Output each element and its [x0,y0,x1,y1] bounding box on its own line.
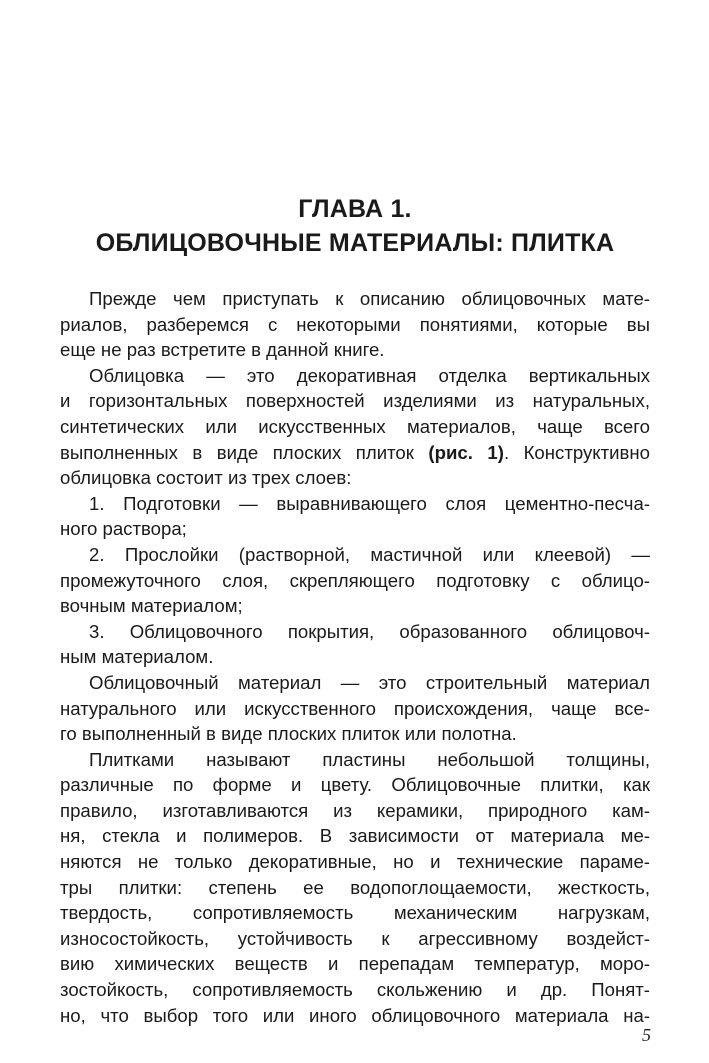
list-item-line: 1. Подготовки — выравнивающего слоя цементно-песча- [89,492,650,514]
chapter-title: ОБЛИЦОВОЧНЫЕ МАТЕРИАЛЫ: ПЛИТКА [95,229,615,257]
text-line: го выполненный в виде плоских плиток или полотна. [60,723,517,745]
list-item-line: 3. Облицовочного покрытия, образованного облицовоч- [89,620,650,642]
text-line: натурального или искусственного происхождения, чаще все- [60,697,650,719]
text-line: вию химических веществ и перепадам температур, моро- [60,953,650,975]
text-line: правило, изготавливаются из керамики, природного кам- [60,799,650,821]
list-item-line: промежуточного слоя, скрепляющего подготовку с облицо- [60,569,650,591]
text-line: риалов, разберемся с некоторыми понятиями, которые вы [60,313,650,335]
text-line: синтетических или искусственных материалов, чаще всего [60,415,650,437]
text-line: и горизонтальных поверхностей изделиями из натуральных, [60,390,650,412]
list-item-line: 2. Прослойки (растворной, мастичной или клеевой) — [89,543,650,565]
text-line: ня, стекла и полимеров. В зависимости от материала ме- [60,825,650,847]
chapter-heading [60,192,650,260]
text-line: твердость, сопротивляемость механическим нагрузкам, [60,902,650,924]
text-line: Плитками называют пластины небольшой толщины, [89,748,650,770]
text-line: Облицовочный материал — это строительный материал [89,671,650,693]
text-line: еще не раз встретите в данной книге. [60,339,385,361]
text-line: тры плитки: степень ее водопоглощаемости, жесткость, [60,876,650,898]
text-line: няются не только декоративные, но и технические параме- [60,851,650,873]
text-line: различные по форме и цвету. Облицовочные плитки, как [60,774,650,796]
text-line-with-figure-ref [60,440,650,466]
list-item-line: ным материалом. [60,646,214,668]
text-line: зостойкость, сопротивляемость скольжению и др. Понят- [60,979,650,1001]
figure-reference: (рис. 1) [428,441,504,463]
list-item-line: вочным материалом; [60,595,243,617]
page-number: 5 [642,1025,651,1045]
text-line: облицовка состоит из трех слоев: [60,467,352,489]
text-line: Прежде чем приступать к описанию облицовочных мате- [89,288,650,309]
text-line: износостойкость, устойчивость к агрессивному воздейст- [60,927,650,949]
text-fragment: выполненных в виде плоских плиток [60,441,429,463]
text-line: но, что выбор того или иного облицовочного материала на- [60,1004,650,1026]
list-item-line: ного раствора; [60,518,187,540]
chapter-label: ГЛАВА 1. [298,195,412,223]
text-line: Облицовка — это декоративная отделка вертикальных [89,364,650,386]
body-text [60,286,650,1028]
text-fragment: . Конструктивно [503,441,651,463]
